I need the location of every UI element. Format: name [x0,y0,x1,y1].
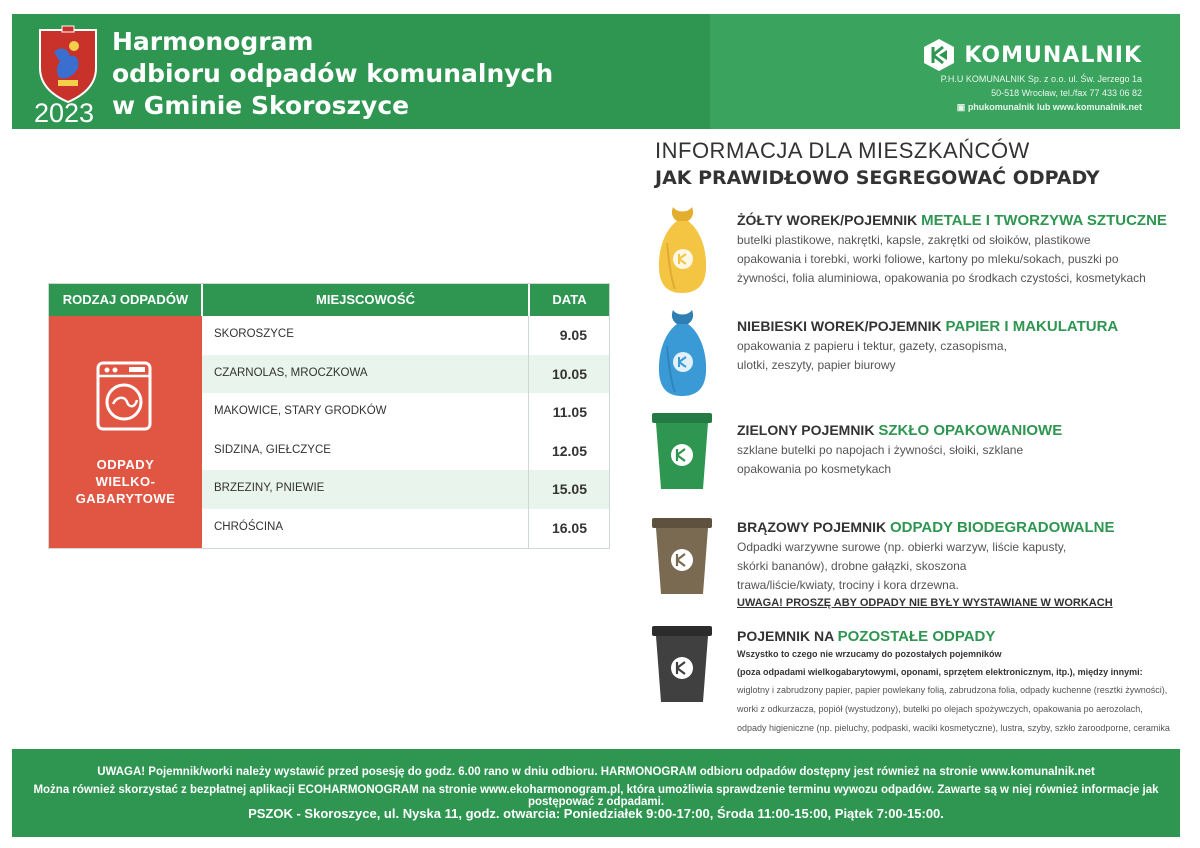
row-date: 11.05 [552,404,587,421]
category-list: worki z odkurzacza, popiół (wystudzony), butelki po olejach spożywczych, opakowania po aerozolach, [737,704,1143,714]
title-line: Harmonogram [112,27,314,56]
category-heading [737,628,1170,645]
column-divider [528,470,529,509]
category-accent: POZOSTAŁE ODPADY [837,628,996,645]
header-date: DATA [552,292,587,307]
brown-bin-icon [650,516,714,598]
category-heading [737,318,1118,335]
row-location: CZARNOLAS, MROCZKOWA [214,366,368,379]
kind-cell [49,316,202,548]
footer-line: Można również skorzystać z bezpłatnej aplikacji ECOHARMONOGRAM na stronie www.ekoharmonogram.pl, która umożliwia sprawdzenie terminu wywozu odpadów. Zawarte są w niej również informacje jak postępować z odpadami. [33,784,1159,808]
column-divider [528,393,529,432]
kind-label [49,456,202,507]
footer-pszok: PSZOK - Skoroszyce, ul. Nyska 11, godz. otwarcia: Poniedziałek 9:00-17:00, Środa 11:00-15:00, Piątek 7:00-15:00. [248,806,944,821]
category-glass [737,422,1077,479]
column-divider [528,355,529,394]
brand-logo [922,38,1142,72]
brand-address: 50-518 Wrocław, tel./fax 77 433 06 82 [991,88,1142,98]
table-header [49,284,609,316]
footer-banner [12,749,1180,837]
schedule-table [48,283,610,549]
header-banner [12,14,1180,129]
category-desc: opakowania z papieru i tektur, gazety, czasopisma, ulotki, zeszyty, papier biurowy [737,339,1007,372]
category-accent: METALE I TWORZYWA SZTUCZNE [921,212,1167,229]
brand-web-text: phukomunalnik lub www.komunalnik.net [967,102,1142,112]
table-row [202,509,609,548]
category-list: wiglotny i zabrudzony papier, papier powlekany folią, zabrudzona folia, odpady kuchenne (resztki żywności), [737,685,1168,695]
gray-bin-icon [650,624,714,706]
blue-bag-icon [655,306,710,398]
category-prefix: POJEMNIK NA [737,628,834,644]
category-accent: SZKŁO OPAKOWANIOWE [878,422,1063,439]
column-divider [528,509,529,548]
category-heading [737,422,1077,439]
facebook-icon: ▣ [956,102,966,112]
brand-address: P.H.U KOMUNALNIK Sp. z o.o. ul. Św. Jerzego 1a [940,74,1142,84]
row-location: SIDZINA, GIEŁCZYCE [214,443,331,456]
title-line: w Gminie Skoroszyce [112,91,410,120]
column-divider [528,316,529,355]
category-prefix: BRĄZOWY POJEMNIK [737,519,887,535]
category-heading [737,212,1167,229]
table-row [202,432,609,471]
column-divider [528,432,529,471]
kind-label-line: GABARYTOWE [75,491,176,506]
category-prefix: ZIELONY POJEMNIK [737,422,875,438]
category-desc: szklane butelki po napojach i żywności, słoiki, szklane opakowania po kosmetykach [737,443,1024,476]
category-list: odpady higieniczne (np. pieluchy, podpaski, waciki kosmetyczne), lustra, szyby, szkło żaroodporne, ceramika [737,723,1170,733]
category-note: Wszystko to czego nie wrzucamy do pozostałych pojemników [737,649,1002,659]
header-location: MIEJSCOWOŚĆ [316,292,415,307]
page-title [112,26,553,122]
row-location: SKOROSZYCE [214,328,294,340]
washing-machine-icon [95,360,153,432]
category-accent: PAPIER I MAKULATURA [945,318,1119,335]
brand-name: KOMUNALNIK [964,42,1142,68]
category-paper [737,318,1118,375]
table-row [202,470,609,509]
kind-label-line: WIELKO- [95,474,156,489]
category-desc: Odpadki warzywne surowe (np. obierki warzyw, liście kapusty, skórki bananów), drobne gałązki, skoszona trawa/liście/kwiaty, trociny i kora drzewna. [737,540,1067,592]
coat-of-arms-icon [34,24,102,104]
category-accent: ODPADY BIODEGRADOWALNE [889,519,1115,536]
category-desc: butelki plastikowe, nakrętki, kapsle, zakrętki od słoików, plastikowe opakowania i torebki, worki foliowe, kartony po mleku/sokach, puszki po żywności, folia aluminiowa, opakowania po środkach czystości, kosmetykach [737,233,1146,285]
category-metal-plastic [737,212,1167,288]
row-location: MAKOWICE, STARY GRODKÓW [214,405,387,418]
info-subtitle: JAK PRAWIDŁOWO SEGREGOWAĆ ODPADY [655,167,1100,189]
info-title: INFORMACJA DLA MIESZKAŃCÓW [655,138,1030,163]
row-date: 16.05 [551,520,587,536]
category-note: (poza odpadami wielkogabarytowymi, oponami, sprzętem elektronicznym, itp.), między innymi: [737,667,1143,677]
komunalnik-logo-icon [922,38,956,72]
brand-web [941,100,1142,114]
green-bin-icon [650,411,714,493]
footer-line: UWAGA! Pojemnik/worki należy wystawić przed posesję do godz. 6.00 rano w dniu odbioru. HARMONOGRAM odbioru odpadów dostępny jest również na stronie www.komunalnik.net [97,766,1095,778]
yellow-bag-icon [655,203,710,295]
row-date: 9.05 [559,327,587,343]
year: 2023 [34,98,95,128]
category-bio [737,519,1114,609]
row-date: 12.05 [551,442,587,459]
category-mixed [737,628,1170,738]
table-row [202,316,609,355]
table-row [202,393,609,432]
table-row [202,355,609,394]
kind-label-line: ODPADY [96,457,155,472]
category-prefix: ŻÓŁTY WOREK/POJEMNIK [737,212,918,228]
category-warning: UWAGA! PROSZĘ ABY ODPADY NIE BYŁY WYSTAWIANE W WORKACH [737,597,1113,609]
row-date: 15.05 [551,481,587,498]
brand-contact [941,72,1142,114]
title-line: odbioru odpadów komunalnych [112,59,554,88]
category-heading [737,519,1114,536]
row-location: BRZEZINY, PNIEWIE [214,482,325,495]
row-date: 10.05 [551,365,587,382]
header-kind: RODZAJ ODPADÓW [62,292,189,307]
category-prefix: NIEBIESKI WOREK/POJEMNIK [737,318,942,334]
row-location: CHRÓŚCINA [214,521,284,533]
